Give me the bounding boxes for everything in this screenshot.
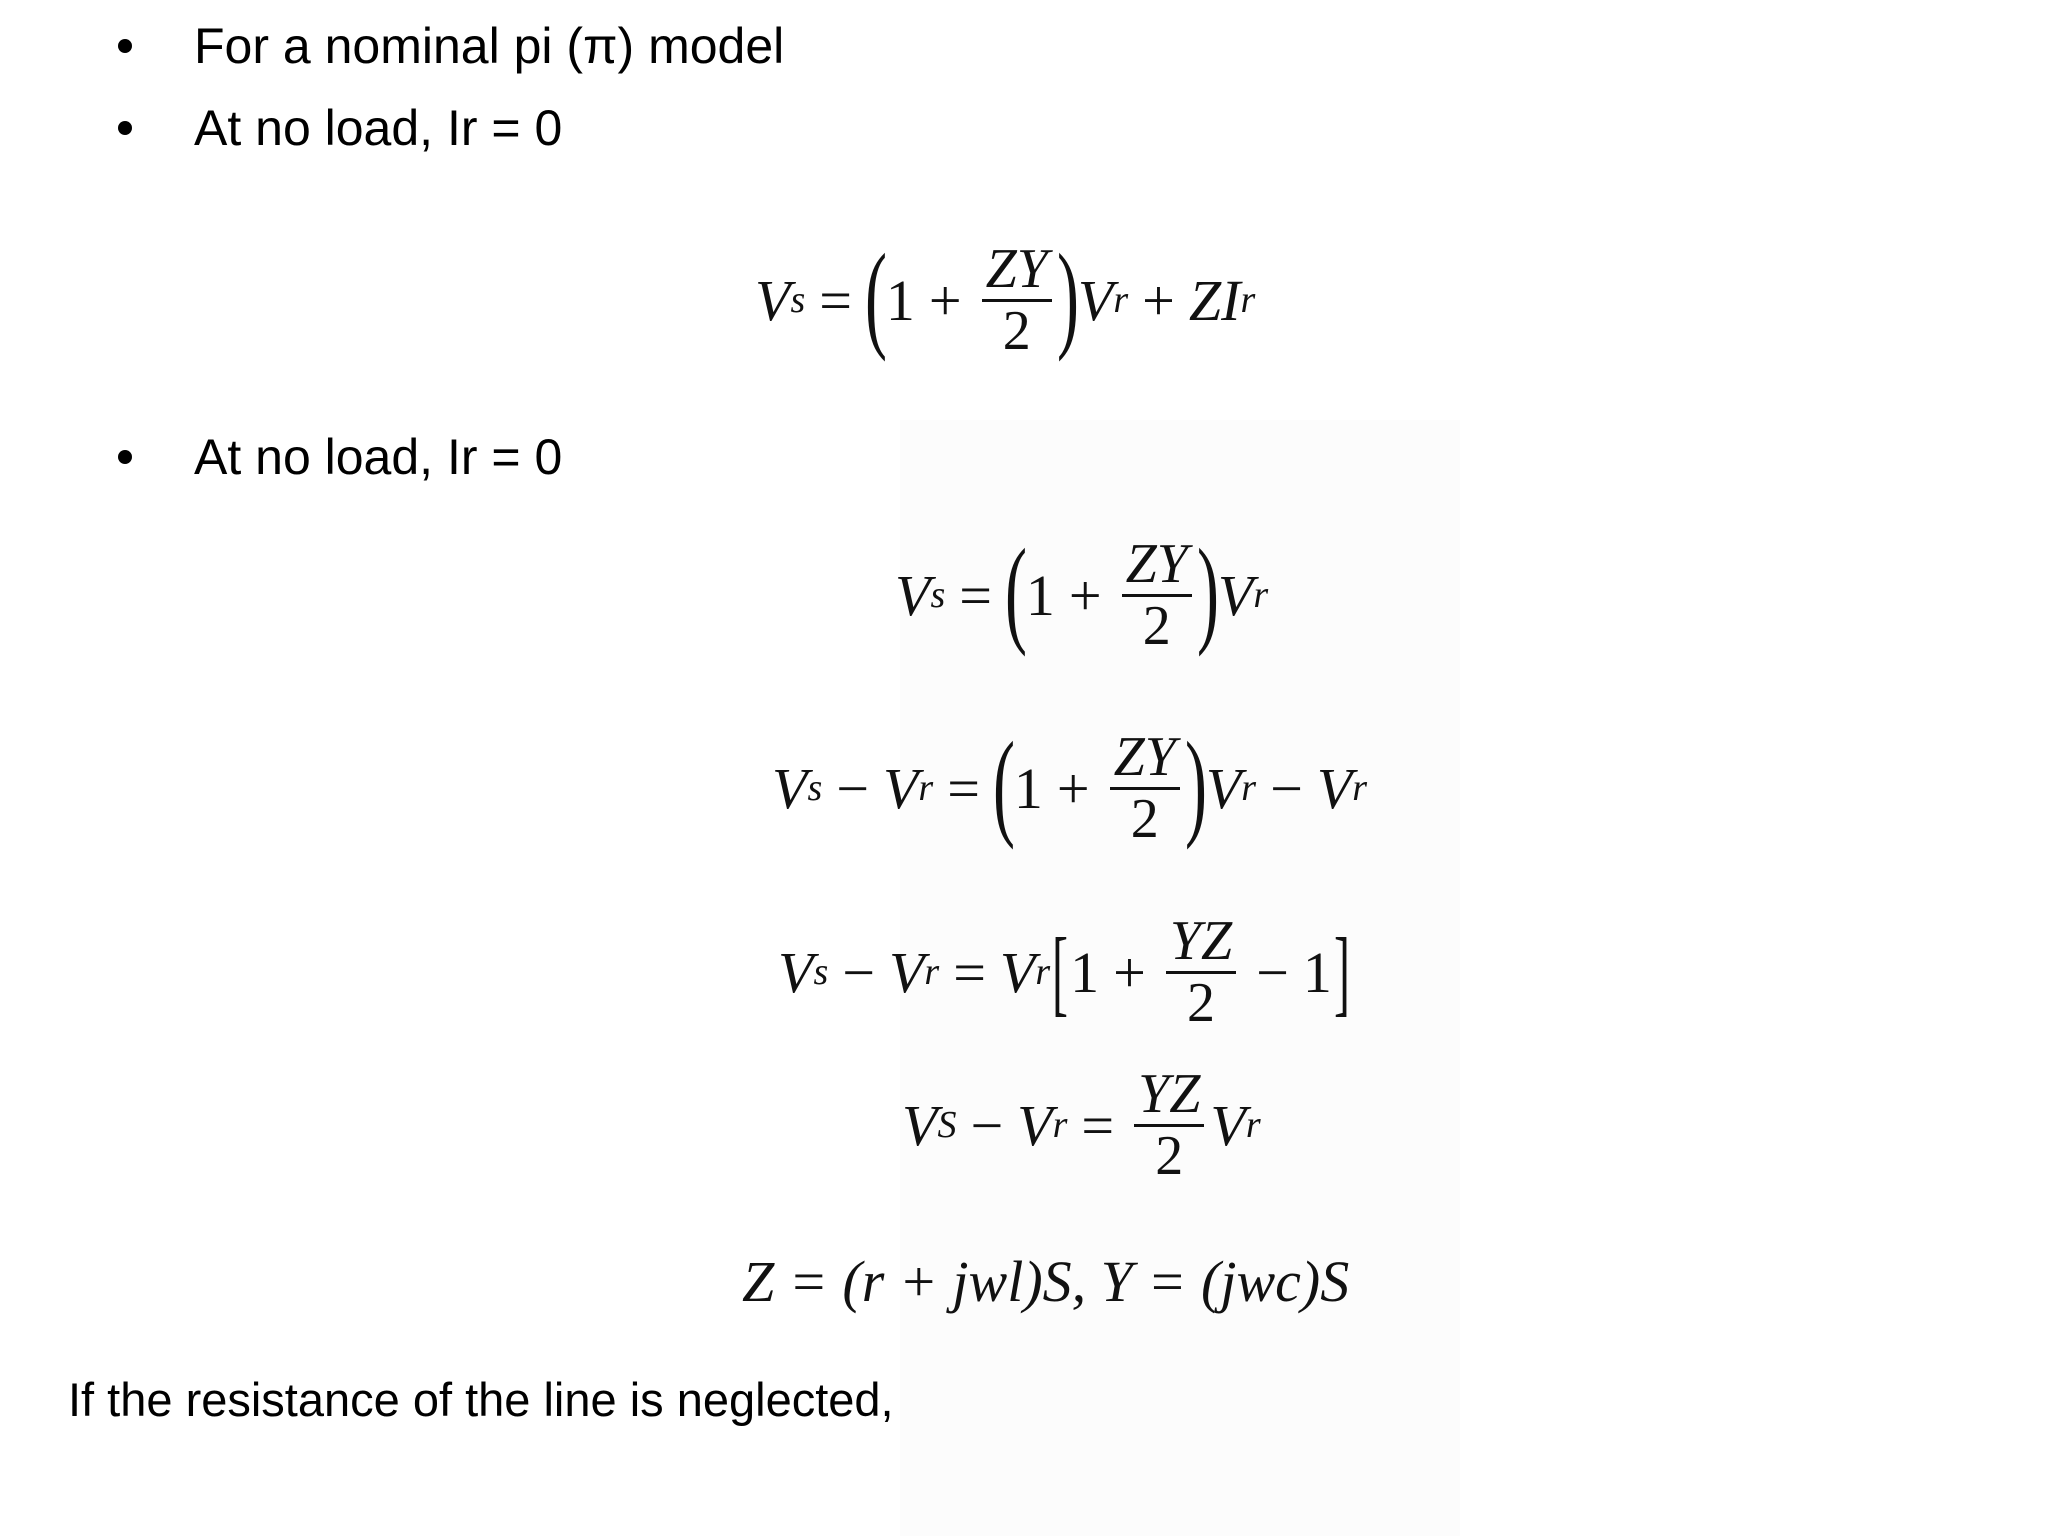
eq-equals: = [1081, 1092, 1115, 1158]
eq-fraction [1134, 1065, 1204, 1186]
eq-equals: = [959, 562, 992, 628]
eq-minus: − [1256, 939, 1289, 1005]
equation-difference: V s − V r = ( 1 + $\frac{ZY}{2}$ ) V r − V r [772, 717, 1368, 851]
eq-denominator: 2 [1186, 971, 1215, 1034]
eq-paren-close: ) [1196, 524, 1219, 658]
eq-numerator: ZY [985, 238, 1048, 300]
eq-plus: + [1068, 562, 1102, 628]
eq-numerator: ZY [1125, 533, 1188, 595]
bullet-text: For a nominal pi (π) model [194, 18, 785, 74]
eq-minus: − [842, 939, 875, 1005]
eq-text: Z = (r + jwl)S, Y = (jwc)S [742, 1249, 1350, 1314]
eq-numerator: ZY [1113, 726, 1176, 788]
eq-plus: + [1142, 267, 1175, 333]
eq-bracket-open: [ [1052, 918, 1069, 1026]
bullet-nominal-pi [118, 16, 784, 76]
eq-paren-close: ) [1056, 229, 1079, 363]
equation-simplified: V S − V r = $\frac{YZ}{2}$ V r [902, 1063, 1261, 1187]
eq-one: 1 [885, 267, 915, 333]
eq-paren-open: ( [992, 717, 1015, 851]
eq-symbol: V [895, 562, 931, 628]
bullet-icon [118, 121, 132, 135]
eq-plus: + [1056, 755, 1090, 821]
eq-equals: = [819, 267, 852, 333]
eq-symbol: V [882, 755, 919, 821]
eq-one: 1 [1302, 939, 1332, 1005]
eq-paren-open: ( [864, 229, 887, 363]
eq-plus: + [928, 267, 962, 333]
eq-fraction [1122, 535, 1192, 656]
eq-minus: − [970, 1092, 1004, 1158]
eq-symbol: ZI [1188, 267, 1241, 333]
eq-denominator: 2 [1155, 1124, 1184, 1187]
eq-denominator: 2 [1002, 299, 1031, 362]
eq-denominator: 2 [1130, 787, 1159, 850]
eq-plus: + [1113, 939, 1146, 1005]
eq-one: 1 [1025, 562, 1055, 628]
bullet-icon [118, 39, 132, 53]
eq-one: 1 [1070, 939, 1100, 1005]
equation-sending-voltage: V s = ( 1 + $\frac{ZY}{2}$ ) V r + ZI r [755, 229, 1256, 363]
eq-symbol: V [1205, 755, 1242, 821]
eq-bracket-close: ] [1333, 918, 1350, 1026]
eq-numerator: YZ [1138, 1063, 1201, 1125]
eq-symbol: V [778, 939, 814, 1005]
eq-one: 1 [1013, 755, 1043, 821]
eq-fraction [982, 240, 1052, 361]
bullet-no-load-2 [118, 427, 562, 487]
eq-denominator: 2 [1142, 594, 1171, 657]
eq-fraction [1166, 912, 1236, 1033]
eq-symbol: V [999, 939, 1036, 1005]
eq-symbol: V [1316, 755, 1353, 821]
bullet-icon [118, 450, 132, 464]
bullet-no-load-1 [118, 98, 562, 158]
eq-paren-close: ) [1184, 717, 1207, 851]
equation-impedance-admittance [742, 1248, 1349, 1315]
eq-symbol: V [1017, 1092, 1053, 1158]
eq-symbol: V [772, 755, 808, 821]
eq-symbol: V [902, 1092, 938, 1158]
footer-text: If the resistance of the line is neglected, [68, 1373, 894, 1426]
eq-minus: − [836, 755, 869, 821]
eq-symbol: V [888, 939, 925, 1005]
eq-symbol: V [755, 267, 791, 333]
eq-minus: − [1270, 755, 1303, 821]
bullet-text: At no load, Ir = 0 [194, 100, 563, 156]
eq-equals: = [947, 755, 980, 821]
equation-bracket-form: V s − V r = V r [ 1 + $\frac{YZ}{2}$ − 1 ] [778, 910, 1350, 1034]
eq-symbol: V [1077, 267, 1114, 333]
bullet-text: At no load, Ir = 0 [194, 429, 563, 485]
eq-equals: = [953, 939, 986, 1005]
eq-fraction [1110, 728, 1180, 849]
eq-numerator: YZ [1169, 910, 1233, 972]
eq-symbol: V [1210, 1092, 1246, 1158]
equation-no-load: V s = ( 1 + $\frac{ZY}{2}$ ) V r [895, 524, 1269, 658]
eq-symbol: V [1217, 562, 1254, 628]
eq-paren-open: ( [1004, 524, 1027, 658]
